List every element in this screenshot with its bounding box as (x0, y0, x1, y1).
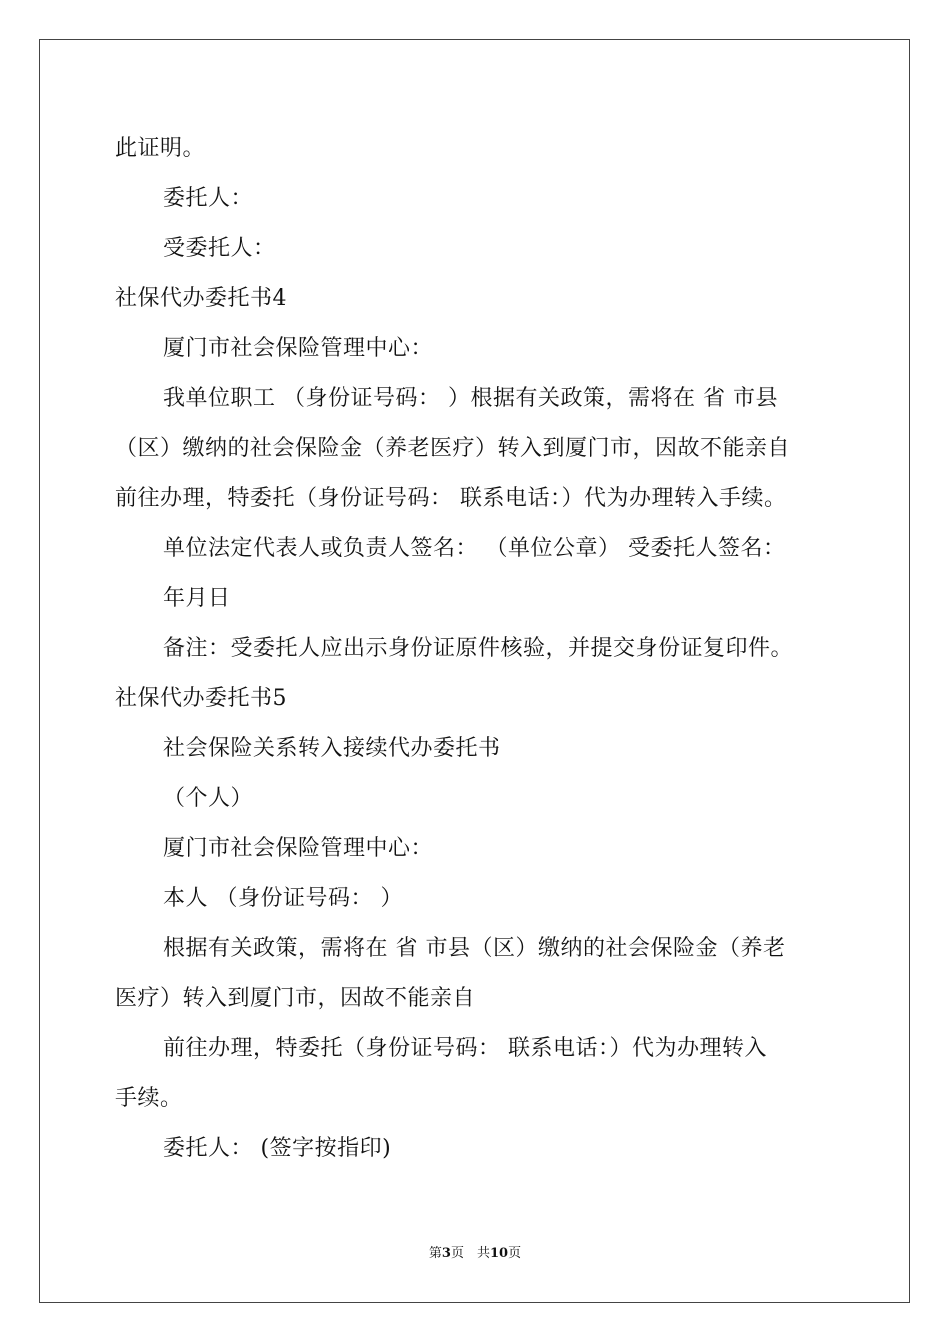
section-heading: 社保代办委托书5 (115, 686, 287, 711)
total-page-count: 10 (489, 1246, 509, 1261)
text-line: 我单位职工 （身份证号码： ）根据有关政策，需将在 省 市县 (163, 386, 778, 411)
text-line: 备注：受委托人应出示身份证原件核验，并提交身份证复印件。 (163, 636, 794, 661)
text-line: 手续。 (115, 1086, 183, 1111)
text-line: 医疗）转入到厦门市，因故不能亲自 (115, 986, 476, 1011)
text-line: 委托人： (签字按指印) (163, 1136, 392, 1161)
footer-prefix: 第 (428, 1246, 442, 1261)
footer-suffix: 页 (508, 1246, 522, 1261)
text-line: （个人） (163, 786, 254, 811)
text-line: 厦门市社会保险管理中心： (163, 836, 434, 861)
text-line: 厦门市社会保险管理中心： (163, 336, 434, 361)
current-page-number: 3 (441, 1246, 451, 1261)
text-line: 年月日 (163, 586, 231, 611)
text-line: 前往办理，特委托（身份证号码： 联系电话：）代为办理转入 (163, 1036, 767, 1061)
text-line: 此证明。 (115, 136, 206, 161)
section-heading: 社保代办委托书4 (115, 286, 287, 311)
text-line: 根据有关政策，需将在 省 市县（区）缴纳的社会保险金（养老 (163, 936, 786, 961)
page-footer (0, 1245, 950, 1263)
footer-mid: 页 共 (450, 1246, 490, 1261)
text-line: 社会保险关系转入接续代办委托书 (163, 736, 501, 761)
text-line: 单位法定代表人或负责人签名： （单位公章） 受委托人签名： (163, 536, 786, 561)
text-line: （区）缴纳的社会保险金（养老医疗）转入到厦门市，因故不能亲自 (115, 436, 791, 461)
text-line: 本人 （身份证号码： ） (163, 886, 403, 911)
text-line: 受委托人： (163, 236, 276, 261)
text-line: 委托人： (163, 186, 254, 211)
text-line: 前往办理，特委托（身份证号码： 联系电话：）代为办理转入手续。 (115, 486, 787, 511)
